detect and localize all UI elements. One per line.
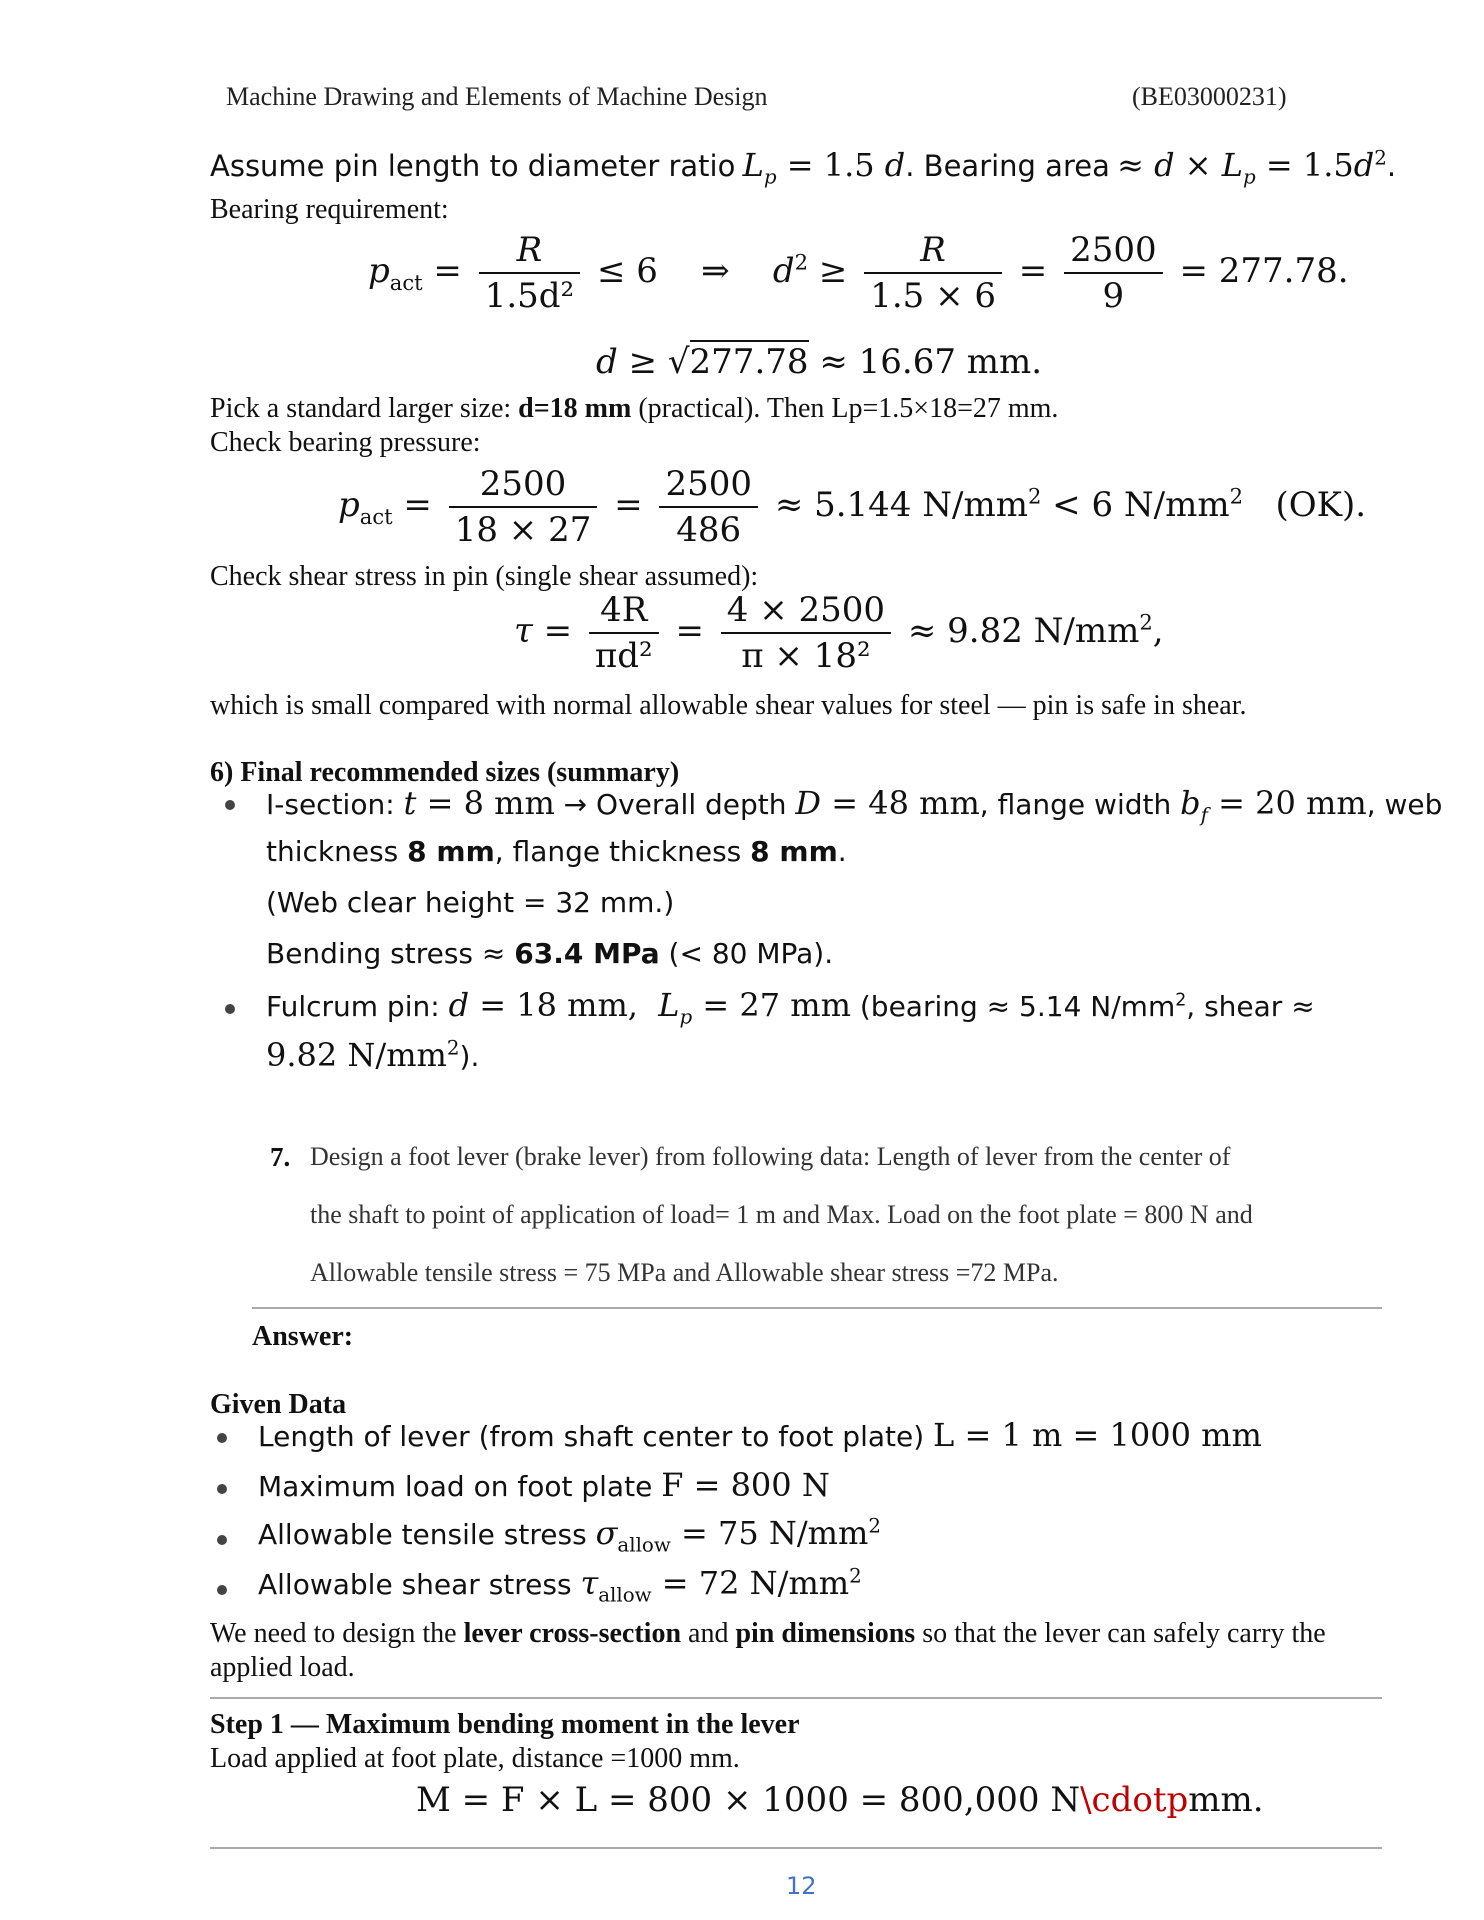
bending-moment-equation: M = F × L = 800 × 1000 = 800,000 N\cdotpmm.	[416, 1780, 1264, 1820]
step1-text: Load applied at foot plate, distance =1000 mm.	[210, 1743, 740, 1774]
question-line-2: the shaft to point of application of load= 1 m and Max. Load on the foot plate = 800 N and	[310, 1200, 1253, 1229]
check-shear-label: Check shear stress in pin (single shear assumed):	[210, 561, 759, 592]
design-statement: We need to design the lever cross-section and pin dimensions so that the lever can safely carry the	[210, 1618, 1326, 1649]
pick-size-line: Pick a standard larger size: d=18 mm (practical). Then Lp=1.5×18=27 mm.	[210, 393, 1059, 424]
bearing-requirement-label: Bearing requirement:	[210, 194, 449, 225]
step1-title: Step 1 — Maximum bending moment in the lever	[210, 1709, 800, 1740]
summary-pin-line2: 9.82 $N/mm^2$).	[266, 1036, 480, 1074]
bullet-icon	[217, 1433, 227, 1443]
running-header-title: Machine Drawing and Elements of Machine Design	[226, 82, 768, 111]
bearing-equation: $p_{act}$ = $\frac{R}{\text{1.5d²}}$ ≤ 6 ⇒ $d^2$ ≥ $\frac{R}{1.5 \times 6}$ = $\frac{2500}{9}$ = 277.78.	[368, 230, 1349, 316]
divider	[210, 1697, 1382, 1699]
given-item-length: Length of lever (from shaft center to foot plate) L = 1 m = 1000 mm	[258, 1416, 1262, 1454]
summary-isection-line2: thickness 8 mm, flange thickness 8 mm.	[266, 835, 847, 868]
bullet-icon	[225, 1004, 235, 1014]
divider	[210, 1847, 1382, 1849]
check-bearing-label: Check bearing pressure:	[210, 427, 481, 458]
bullet-icon	[217, 1535, 227, 1545]
bullet-icon	[217, 1484, 227, 1494]
design-statement-end: applied load.	[210, 1652, 355, 1683]
bullet-icon	[217, 1585, 227, 1595]
summary-web-height: (Web clear height = 32 mm.)	[266, 886, 675, 919]
divider	[252, 1307, 1382, 1309]
sqrt-equation: d ≥ √277.78 ≈ 16.67 mm.	[596, 342, 1043, 382]
section-6-title: 6) Final recommended sizes (summary)	[210, 757, 680, 788]
running-header-code: (BE03000231)	[1132, 82, 1287, 111]
assume-text: Assume pin length to diameter ratio	[210, 149, 736, 183]
bearing-area-text: . Bearing area	[905, 149, 1110, 183]
bearing-check-equation: $p_{act}$ = $\frac{2500}{18 \times 27}$ = $\frac{2500}{486}$ ≈ 5.144 $N/mm^2 < 6$ $N/mm^2$ (OK).	[338, 464, 1367, 550]
given-item-shear: Allowable shear stress $\tau_{allow} = 72$ $N/mm^2$	[258, 1564, 862, 1607]
summary-isection-line1: I-section: t = 8 mm → Overall depth D = 48 mm, flange width $b_f = 20$ mm, web	[266, 784, 1443, 827]
given-item-load: Maximum load on foot plate F = 800 N	[258, 1466, 830, 1504]
bullet-icon	[225, 800, 235, 810]
answer-label: Answer:	[252, 1321, 354, 1352]
question-line-1: Design a foot lever (brake lever) from following data: Length of lever from the center of	[310, 1142, 1231, 1171]
given-item-tensile: Allowable tensile stress $\sigma_{allow} = 75$ $N/mm^2$	[258, 1514, 881, 1557]
given-data-title: Given Data	[210, 1389, 347, 1420]
summary-pin-line1: Fulcrum pin: d = 18 mm, $L_p = 27$ mm (bearing ≈ 5.14 $N/mm^2$, shear ≈	[266, 986, 1315, 1029]
question-number: 7.	[270, 1142, 291, 1172]
shear-equation: τ = $\frac{4R}{\text{πd²}}$ = $\frac{4 \times 2500}{\text{π × 18²}}$ ≈ 9.82 $N/mm^2$,	[514, 590, 1164, 676]
shear-note: which is small compared with normal allowable shear values for steel — pin is safe in shear.	[210, 690, 1247, 721]
assume-ratio-line: Assume pin length to diameter ratio $L_p = 1.5$ d. Bearing area ≈ $d \times L_p = 1.5d^2$.	[210, 146, 1397, 189]
page-number: 12	[786, 1872, 817, 1900]
question-line-3: Allowable tensile stress = 75 MPa and Allowable shear stress =72 MPa.	[310, 1258, 1059, 1287]
summary-bending-stress: Bending stress ≈ 63.4 MPa (< 80 MPa).	[266, 937, 834, 970]
